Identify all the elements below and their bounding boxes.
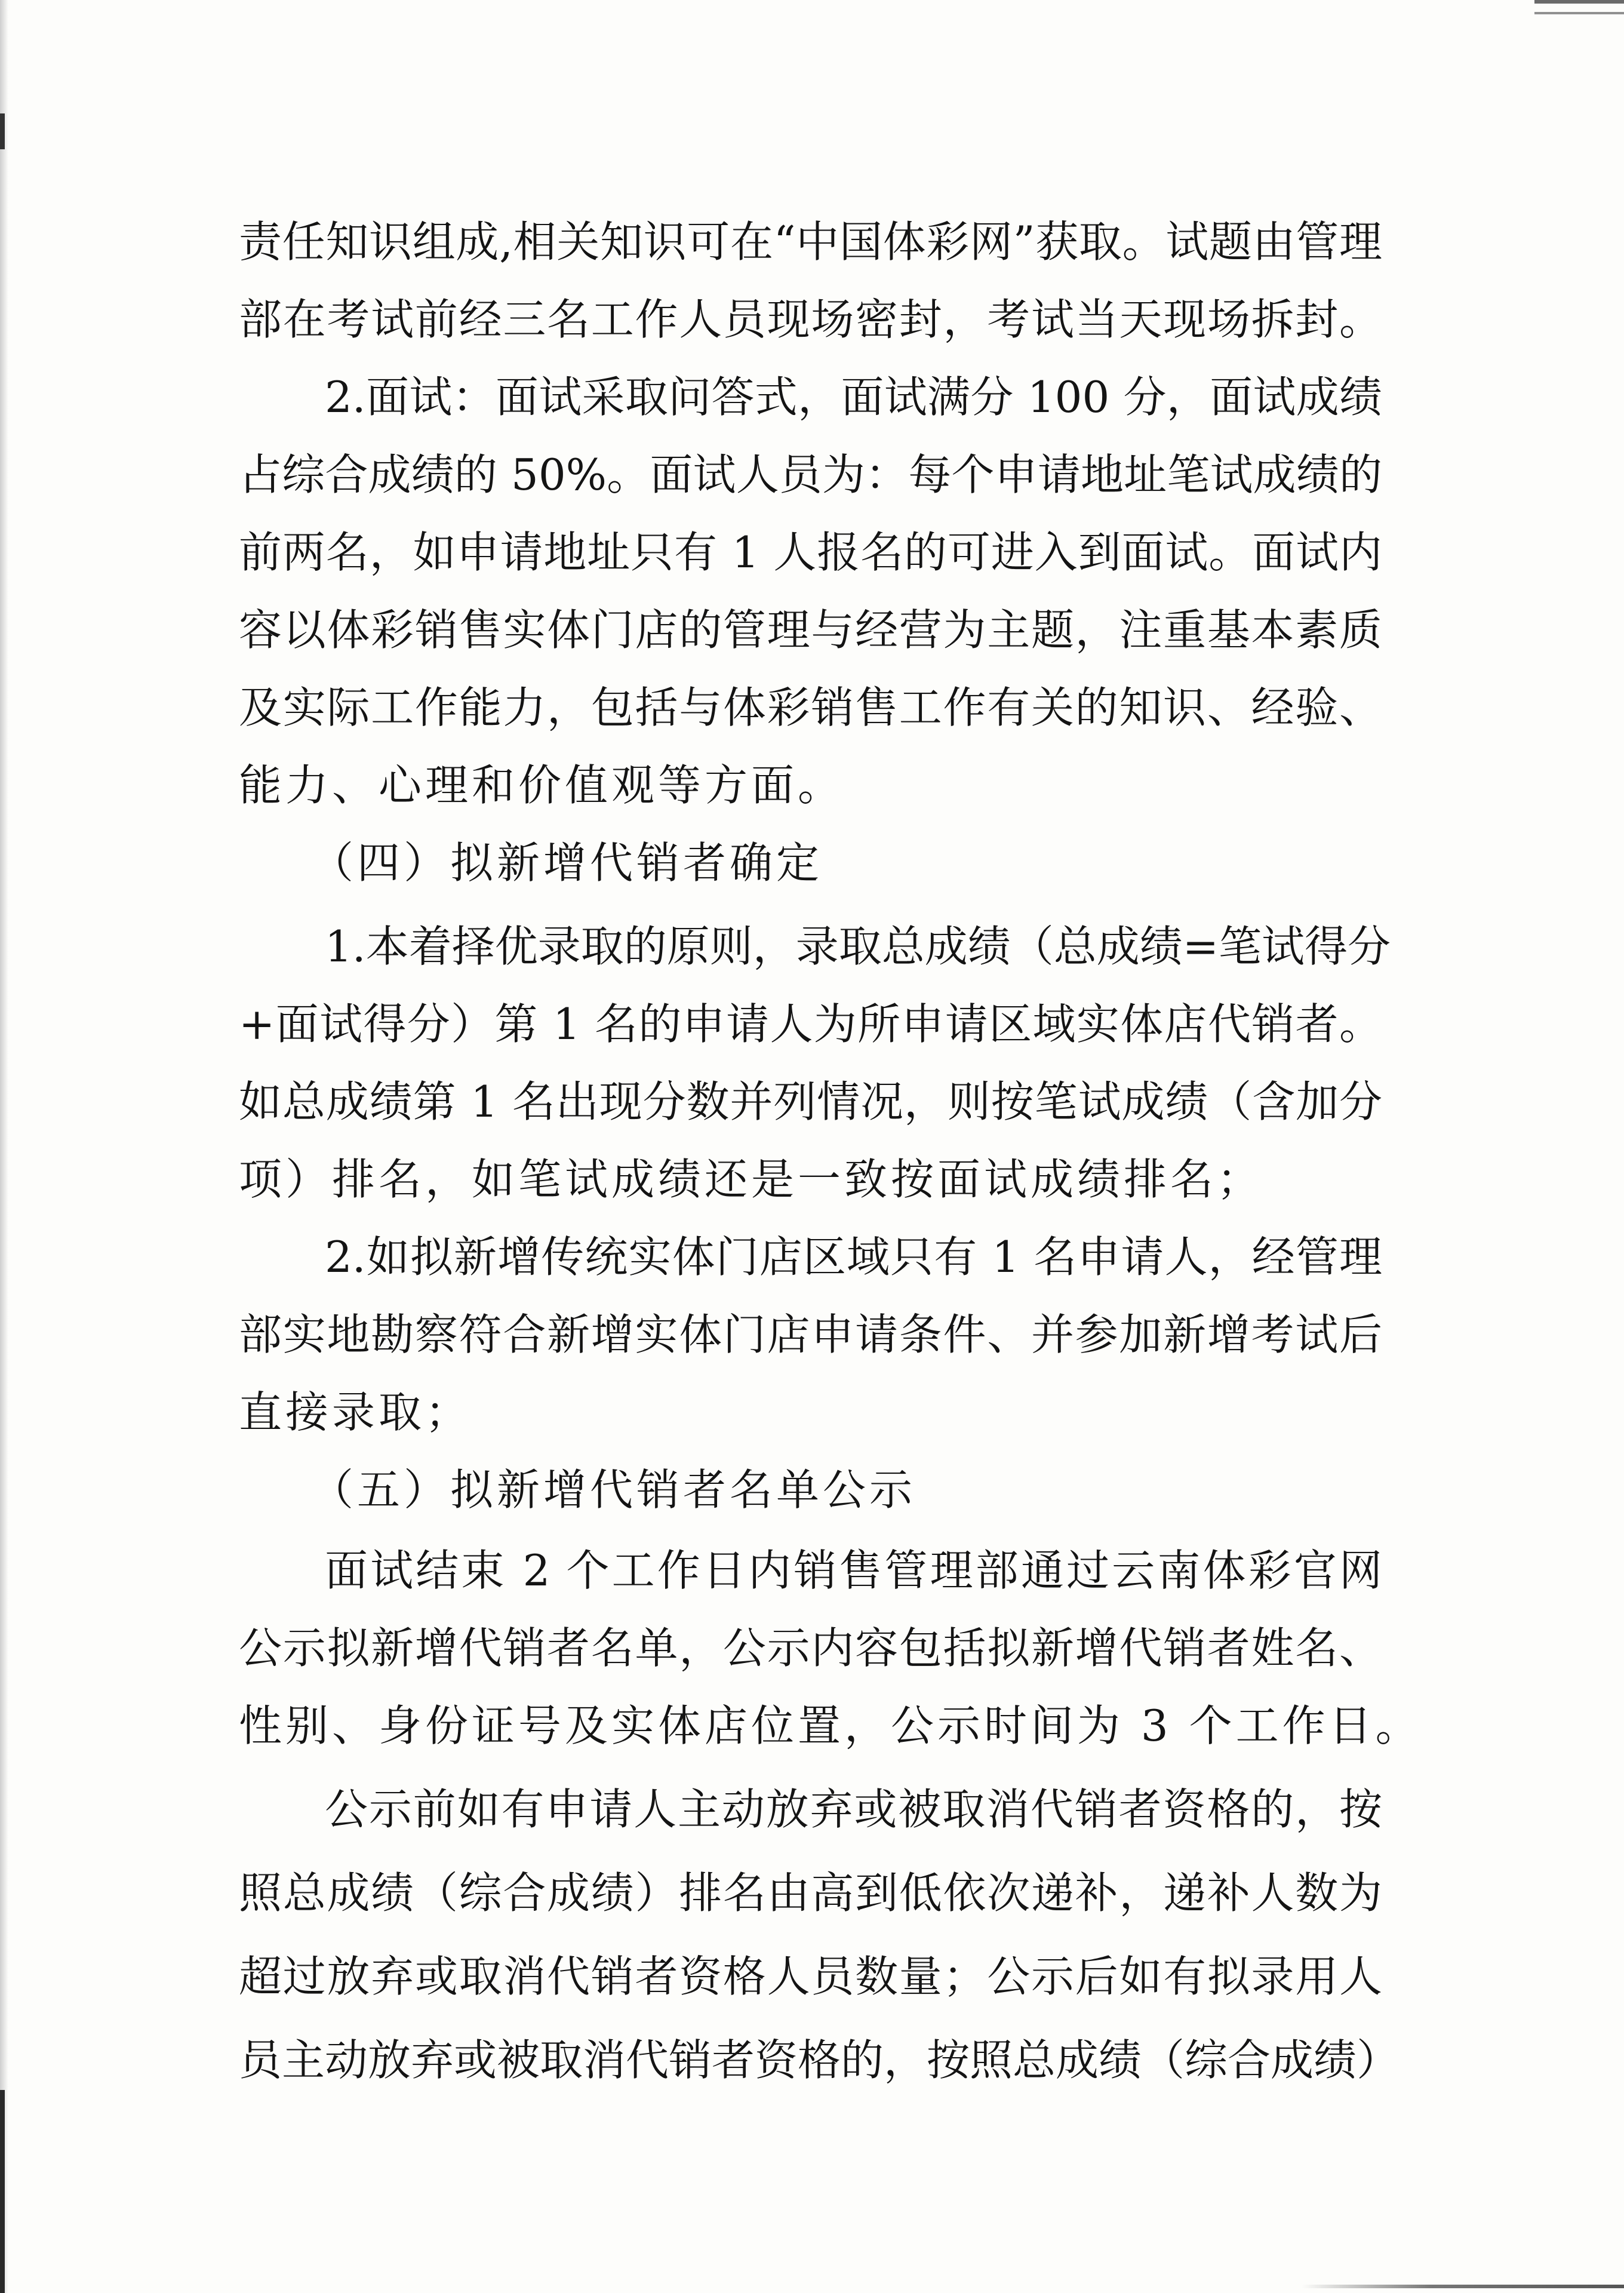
paragraph-line: 面试结束 2 个工作日内销售管理部通过云南体彩官网 — [325, 1545, 1382, 1596]
paragraph-line: 2.面试：面试采取问答式，面试满分 100 分，面试成绩 — [325, 372, 1382, 422]
paragraph-line: 2.如拟新增传统实体门店区域只有 1 名申请人，经管理 — [325, 1232, 1382, 1282]
paragraph-line: 部实地勘察符合新增实体门店申请条件、并参加新增考试后 — [239, 1310, 1382, 1360]
scan-mark-bottom — [1302, 2285, 1624, 2288]
paragraph-line: 性别、身份证号及实体店位置，公示时间为 3 个工作日。 — [239, 1701, 1422, 1751]
paragraph-line: 直接录取； — [239, 1387, 472, 1437]
section-heading: （四）拟新增代销者确定 — [310, 838, 823, 888]
paragraph-line: 占综合成绩的 50%。面试人员为：每个申请地址笔试成绩的 — [239, 450, 1382, 500]
section-heading: （五）拟新增代销者名单公示 — [310, 1465, 916, 1515]
paragraph-line: 部在考试前经三名工作人员现场密封，考试当天现场拆封。 — [239, 294, 1382, 345]
paragraph-line: 责任知识组成,相关知识可在“中国体彩网”获取。试题由管理 — [239, 217, 1382, 267]
scan-edge-left — [0, 0, 8, 2293]
paragraph-line: 员主动放弃或被取消代销者资格的，按照总成绩（综合成绩） — [239, 2035, 1400, 2085]
paragraph-line: 能力、心理和价值观等方面。 — [239, 760, 845, 810]
paragraph-line: 公示拟新增代销者名单，公示内容包括拟新增代销者姓名、 — [239, 1623, 1382, 1673]
paragraph-line: 前两名，如申请地址只有 1 人报名的可进入到面试。面试内 — [239, 527, 1382, 577]
paragraph-line: 项）排名，如笔试成绩还是一致按面试成绩排名； — [239, 1154, 1264, 1204]
paragraph-line: 公示前如有申请人主动放弃或被取消代销者资格的，按 — [325, 1784, 1382, 1834]
scan-mark-left-bottom — [0, 2090, 5, 2293]
scan-mark-left-top — [0, 113, 5, 149]
paragraph-line: 及实际工作能力，包括与体彩销售工作有关的知识、经验、 — [239, 683, 1382, 733]
scan-mark-top-right — [1534, 0, 1624, 18]
paragraph-line: 1.本着择优录取的原则，录取总成绩（总成绩=笔试得分 — [325, 921, 1391, 972]
paragraph-line: 照总成绩（综合成绩）排名由高到低依次递补，递补人数为 — [239, 1868, 1382, 1918]
paragraph-line: 超过放弃或取消代销者资格人员数量；公示后如有拟录用人 — [239, 1951, 1382, 2002]
paragraph-line: +面试得分）第 1 名的申请人为所申请区域实体店代销者。 — [239, 999, 1382, 1049]
paragraph-line: 容以体彩销售实体门店的管理与经营为主题，注重基本素质 — [239, 605, 1382, 655]
paragraph-line: 如总成绩第 1 名出现分数并列情况，则按笔试成绩（含加分 — [239, 1077, 1382, 1127]
